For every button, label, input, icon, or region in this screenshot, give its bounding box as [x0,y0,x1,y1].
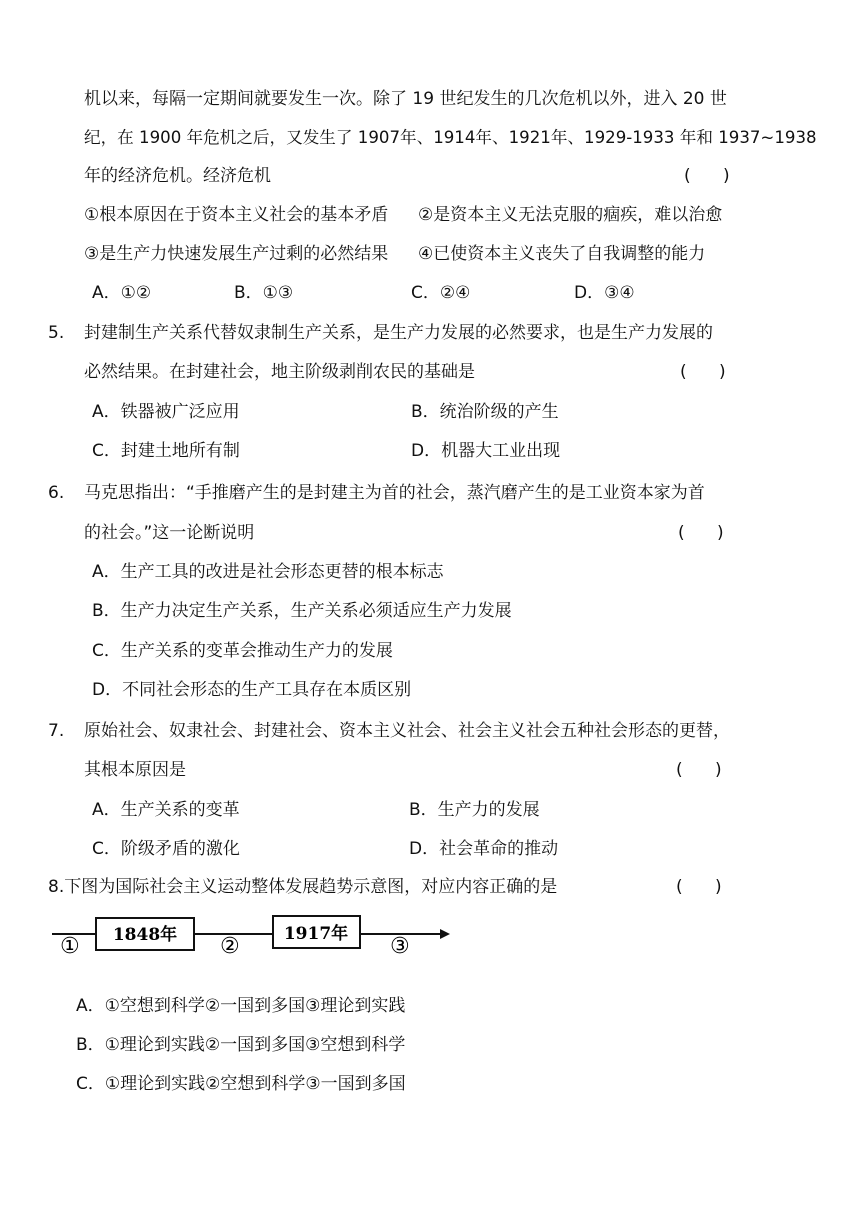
q6-stem-line-2: 的社会。”这一论断说明 [84,523,255,543]
q7-answer-paren: ( ) [676,760,722,780]
q6-stem-line-1: 马克思指出：“手推磨产生的是封建主为首的社会，蒸汽磨产生的是工业资本家为首 [84,483,705,503]
q5-option-b[interactable]: B．统治阶级的产生 [411,402,559,422]
q4-option-d[interactable]: D．③④ [574,283,635,303]
q5-answer-paren: ( ) [680,362,726,382]
q4-option-a[interactable]: A．①② [92,283,152,303]
timeline-label-2: ② [220,934,240,959]
q4-option-c[interactable]: C．②④ [411,283,471,303]
q4-statement-2: ②是资本主义无法克服的痼疾，难以治愈 [418,205,723,225]
q6-option-b[interactable]: B．生产力决定生产关系，生产关系必须适应生产力发展 [92,601,512,621]
q8-answer-paren: ( ) [676,877,722,897]
q7-option-a[interactable]: A．生产关系的变革 [92,800,240,820]
q8-option-a[interactable]: A．①空想到科学②一国到多国③理论到实践 [76,996,406,1016]
q6-option-d[interactable]: D．不同社会形态的生产工具存在本质区别 [92,680,412,700]
q7-stem-line-2: 其根本原因是 [84,760,186,780]
q8-option-c[interactable]: C．①理论到实践②空想到科学③一国到多国 [76,1074,406,1094]
timeline-arrowhead [440,929,450,939]
q5-stem-line-2: 必然结果。在封建社会，地主阶级剥削农民的基础是 [84,362,475,382]
q4-stem-line-3: 年的经济危机。经济危机 [84,166,271,186]
q7-number: 7. [48,721,65,741]
q4-statement-1: ①根本原因在于资本主义社会的基本矛盾 [84,205,389,225]
q5-option-a[interactable]: A．铁器被广泛应用 [92,402,240,422]
timeline-year-1848: 1848年 [112,925,178,945]
q6-option-c[interactable]: C．生产关系的变革会推动生产力的发展 [92,641,393,661]
q7-option-d[interactable]: D．社会革命的推动 [409,839,559,859]
q4-statement-4: ④已使资本主义丧失了自我调整的能力 [418,244,706,264]
q7-option-c[interactable]: C．阶级矛盾的激化 [92,839,240,859]
q8-option-b[interactable]: B．①理论到实践②一国到多国③空想到科学 [76,1035,406,1055]
timeline-year-1917: 1917年 [283,924,349,944]
q8-stem: 8.下图为国际社会主义运动整体发展趋势示意图，对应内容正确的是 [48,877,558,897]
timeline-label-3: ③ [390,934,410,959]
q7-stem-line-1: 原始社会、奴隶社会、封建社会、资本主义社会、社会主义社会五种社会形态的更替， [84,721,730,741]
q8-timeline-diagram [0,910,867,970]
q5-stem-line-1: 封建制生产关系代替奴隶制生产关系，是生产力发展的必然要求，也是生产力发展的 [84,323,713,343]
q4-stem-line-1: 机以来，每隔一定期间就要发生一次。除了 19 世纪发生的几次危机以外，进入 20 世 [84,89,727,109]
q6-option-a[interactable]: A．生产工具的改进是社会形态更替的根本标志 [92,562,444,582]
q4-answer-paren: ( ) [684,166,730,186]
q5-option-c[interactable]: C．封建土地所有制 [92,441,240,461]
q6-answer-paren: ( ) [678,523,724,543]
q4-stem-line-2: 纪，在 1900 年危机之后，又发生了 1907年、1914年、1921年、1929-1933 年和 1937~1938 [84,128,817,147]
q4-statement-3: ③是生产力快速发展生产过剩的必然结果 [84,244,389,264]
timeline-label-1: ① [60,934,80,959]
q6-number: 6. [48,483,65,503]
q4-option-b[interactable]: B．①③ [234,283,294,303]
q5-option-d[interactable]: D．机器大工业出现 [411,441,561,461]
q5-number: 5. [48,323,65,343]
q7-option-b[interactable]: B．生产力的发展 [409,800,540,820]
